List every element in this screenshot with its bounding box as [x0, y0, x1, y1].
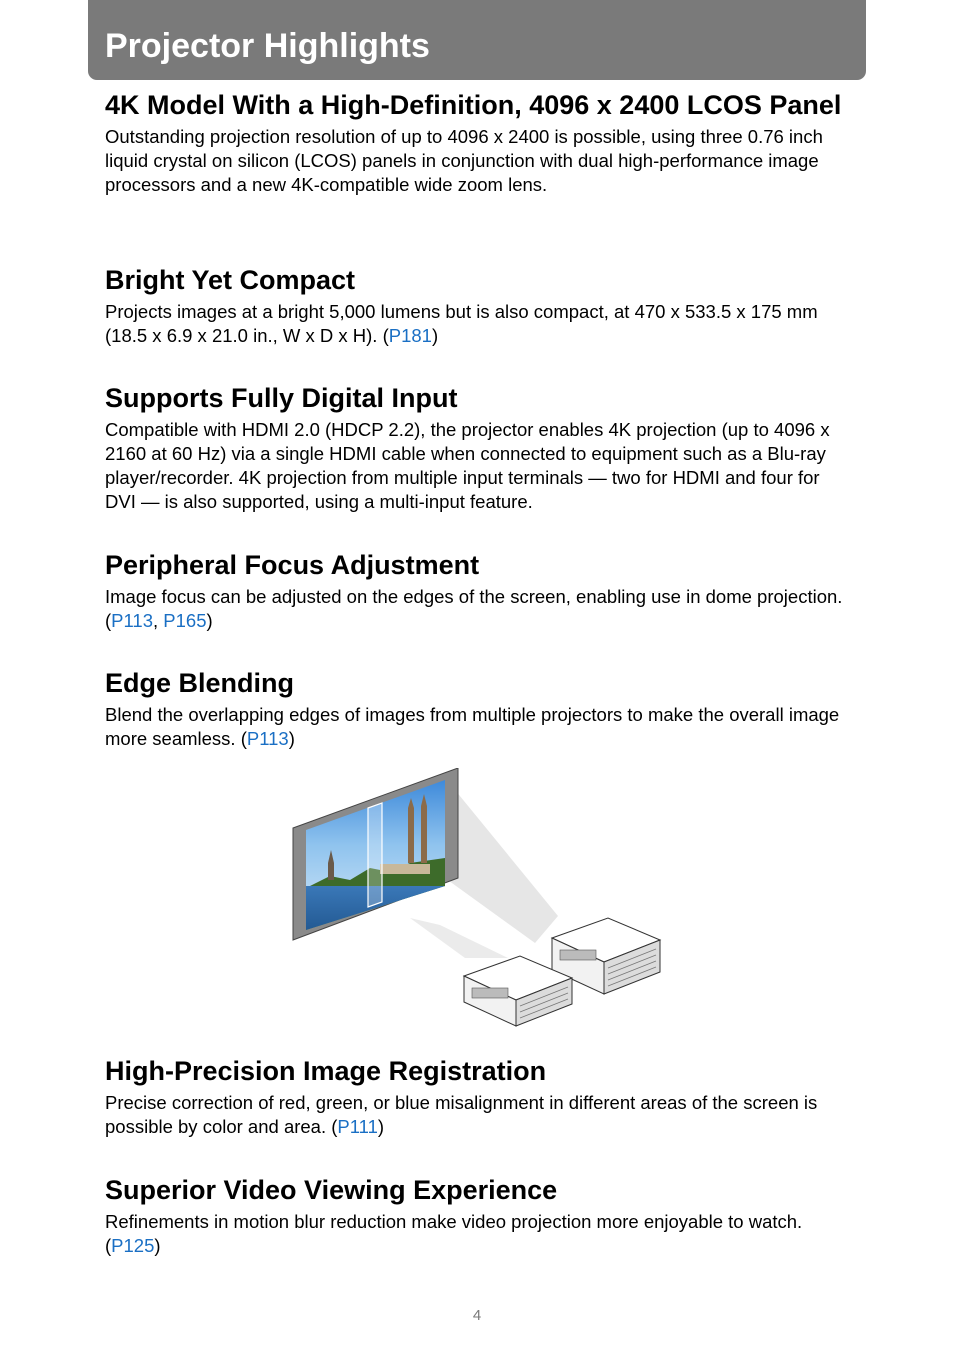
section-4k-model: [105, 88, 850, 197]
section-image-registration: [105, 1054, 850, 1139]
section-heading: Superior Video Viewing Experience: [105, 1175, 558, 1205]
section-video-viewing: [105, 1173, 850, 1258]
section-heading: Bright Yet Compact: [105, 265, 356, 295]
header-bar: [88, 0, 866, 80]
page-link-p165[interactable]: P165: [163, 610, 207, 631]
blend-overlap-zone: [368, 803, 382, 907]
section-peripheral-focus: [105, 548, 850, 633]
page-link-p111[interactable]: P111: [337, 1116, 378, 1137]
section-heading: 4K Model With a High-Definition, 4096 x 2400 LCOS Panel: [105, 90, 842, 120]
page-link-p125[interactable]: P125: [111, 1235, 155, 1256]
section-body: Outstanding projection resolution of up to 4096 x 2400 is possible, using three 0.76 inch liquid crystal on silicon (LCOS) panels in conjunction with dual high-performance image processors and a new 4K-compatible wide zoom lens.: [105, 126, 823, 195]
page-number: 4: [472, 1307, 482, 1324]
section-body: Compatible with HDMI 2.0 (HDCP 2.2), the projector enables 4K projection (up to 4096 x 2160 at 60 Hz) via a single HDMI cable when connected to equipment such as a Blu-ray player/recorder. 4K projection from multiple input terminals — two for HDMI and four for DVI — is also supported, using a multi-input feature.: [105, 419, 830, 512]
page-link-p113[interactable]: P113: [246, 728, 289, 749]
section-heading: Peripheral Focus Adjustment: [105, 550, 480, 580]
section-body: Image focus can be adjusted on the edges of the screen, enabling use in dome projection. (P113, P165): [105, 586, 843, 631]
section-bright-yet-compact: [105, 263, 850, 348]
section-digital-input: [105, 381, 850, 514]
section-body: Blend the overlapping edges of images from multiple projectors to make the overall image more seamless. (P113): [105, 704, 840, 749]
section-edge-blending: [105, 666, 850, 751]
projection-beam: [410, 918, 508, 958]
section-body: Refinements in motion blur reduction make video projection more enjoyable to watch. (P125): [105, 1211, 803, 1256]
section-heading: Supports Fully Digital Input: [105, 383, 458, 413]
section-body: Projects images at a bright 5,000 lumens but is also compact, at 470 x 533.5 x 175 mm (18.5 x 6.9 x 21.0 in., W x D x H). (P181): [105, 301, 818, 346]
section-heading: Edge Blending: [105, 668, 294, 698]
section-heading: High-Precision Image Registration: [105, 1056, 547, 1086]
page-link-p181[interactable]: P181: [388, 325, 432, 346]
page-link-p113[interactable]: P113: [111, 610, 154, 631]
projection-beam: [445, 790, 558, 943]
section-body: Precise correction of red, green, or blue misalignment in different areas of the screen is possible by color and area. (P111): [105, 1092, 818, 1137]
page-title: Projector Highlights: [105, 27, 430, 65]
edge-blending-projectors-illustration: [290, 768, 665, 1030]
